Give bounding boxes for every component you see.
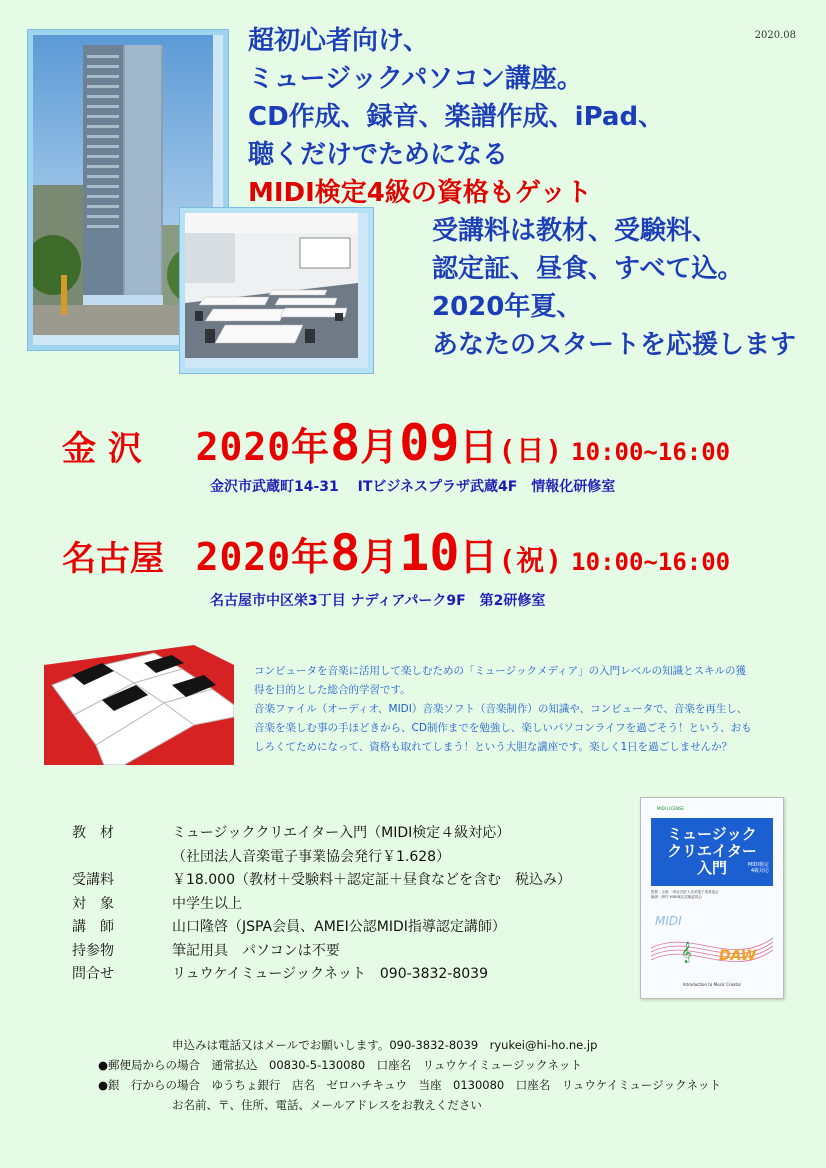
event-city: 金 沢 xyxy=(62,429,142,469)
sub-headline-line-3: 2020年夏、 xyxy=(432,292,583,322)
book-title-line: 入門 xyxy=(696,859,727,877)
event-weekday: (祝) xyxy=(498,544,564,577)
info-value: ミュージッククリエイター入門（MIDI検定４級対応） xyxy=(172,825,511,841)
headline-line-1: 超初心者向け、 xyxy=(248,26,429,56)
info-row xyxy=(72,846,571,870)
info-label: 持参物 xyxy=(72,942,114,959)
sub-headline-line-2: 認定証、昼食、すべて込。 xyxy=(432,254,744,284)
book-logo: MIDI LICENSE xyxy=(657,806,684,811)
book-title xyxy=(651,818,773,886)
event-kanazawa xyxy=(62,414,730,472)
book-title-line: クリエイター xyxy=(667,842,757,860)
event-nagoya xyxy=(62,524,730,582)
book-subtitle-line: 4級対応 xyxy=(750,868,769,874)
sub-headline-line-1: 受講料は教材、受験料、 xyxy=(432,216,719,246)
info-label: 対 象 xyxy=(72,895,114,912)
course-description xyxy=(254,662,784,757)
book-midi-text: MIDI xyxy=(655,914,682,928)
book-credit-line: 監修・企画 一般社団法人音楽電子事業協会 xyxy=(651,890,719,894)
event-year: 2020年 xyxy=(195,535,331,579)
event-year: 2020年 xyxy=(195,425,331,469)
event-month-number: 8 xyxy=(330,524,361,582)
sub-headline xyxy=(432,212,796,364)
issue-date: 2020.08 xyxy=(754,30,796,41)
description-line: コンピュータを音楽に活用して楽しむための「ミュージックメディア」の入門レベルの知識とスキルの獲 xyxy=(254,665,747,677)
book-subtitle-line: MIDI検定 xyxy=(747,862,769,868)
info-label: 講 師 xyxy=(72,919,114,935)
info-label: 教 材 xyxy=(72,825,114,841)
info-value: （社団法人音楽電子事業協会発行￥1.628） xyxy=(172,848,451,865)
sub-headline-line-4: あなたのスタートを応援します xyxy=(432,330,797,360)
event-day-unit: 日 xyxy=(459,535,499,579)
footer-request: お名前、〒、住所、電話、メールアドレスをお教えください xyxy=(172,1098,482,1112)
book-credits xyxy=(651,890,719,900)
venue-kanazawa: 金沢市武蔵町14-31 ITビジネスプラザ武蔵4F 情報化研修室 xyxy=(210,479,616,495)
headline-line-5: MIDI検定4級の資格もゲット xyxy=(248,178,592,208)
book-daw-text: DAW xyxy=(719,948,757,964)
event-day-number: 10 xyxy=(399,524,460,582)
info-value: リュウケイミュージックネット 090-3832-8039 xyxy=(172,966,488,982)
headline-line-4: 聴くだけでためになる xyxy=(248,140,509,170)
event-month-unit: 月 xyxy=(360,535,400,579)
keyboard-photo xyxy=(44,645,234,765)
book-title-line: ミュージック xyxy=(667,825,757,843)
book-credit-line: 編著・制作 MIDI検定試験委員会 xyxy=(651,895,702,899)
venue-nagoya: 名古屋市中区栄3丁目 ナディアパーク9F 第2研修室 xyxy=(210,593,546,609)
info-row xyxy=(72,822,571,846)
event-time: 10:00~16:00 xyxy=(571,548,731,576)
classroom-photo xyxy=(180,208,373,373)
info-label: 受講料 xyxy=(72,872,114,888)
event-month-unit: 月 xyxy=(360,425,400,469)
event-day-number: 09 xyxy=(399,414,460,472)
classroom-illustration xyxy=(185,213,358,358)
description-line: 音楽を楽しむ事の手ほどきから、CD制作までを勉強し、楽しいパソコンライフを過ごそう！という、おも xyxy=(254,722,752,734)
info-value: ￥18.000（教材＋受験料＋認定証＋昼食などを含む 税込み） xyxy=(172,872,571,888)
footer-bank: ●銀 行からの場合 ゆうちょ銀行 店名 ゼロハチキュウ 当座 0130080 口座名 リュウケイミュージックネット xyxy=(98,1078,722,1092)
treble-clef-icon: 𝄞 xyxy=(681,942,692,963)
textbook-cover xyxy=(640,797,784,999)
event-time: 10:00~16:00 xyxy=(571,438,731,466)
footer-postal: ●郵便局からの場合 通常払込 00830-5-130080 口座名 リュウケイミュージックネット xyxy=(98,1058,582,1072)
info-value: 中学生以上 xyxy=(172,895,242,912)
info-value: 山口隆啓（JSPA会員、AMEI公認MIDI指導認定講師） xyxy=(172,919,506,935)
keyboard-illustration xyxy=(44,645,234,765)
event-city: 名古屋 xyxy=(62,539,164,579)
info-row xyxy=(72,916,571,940)
description-line: 音楽ファイル（オーディオ、MIDI）音楽ソフト（音楽制作）の知識や、コンピュータで、音楽を再生し、 xyxy=(254,703,748,715)
info-row xyxy=(72,893,571,917)
info-row xyxy=(72,869,571,893)
info-label: 問合せ xyxy=(72,966,114,982)
event-day-unit: 日 xyxy=(459,425,499,469)
book-subtitle xyxy=(748,862,769,874)
headline-line-3: CD作成、録音、楽譜作成、iPad、 xyxy=(248,102,665,132)
course-info-table xyxy=(72,822,571,987)
headline xyxy=(248,22,664,212)
event-month-number: 8 xyxy=(330,414,361,472)
headline-line-2: ミュージックパソコン講座。 xyxy=(248,64,583,94)
event-weekday: (日) xyxy=(498,434,564,467)
info-label xyxy=(72,846,172,870)
description-line: しろくてためになって、資格も取れてしまう！という大胆な講座です。楽しく1日を過ごしませんか？ xyxy=(254,741,733,753)
info-row xyxy=(72,963,571,987)
footer-apply: 申込みは電話又はメールでお願いします。090-3832-8039 ryukei@hi-ho.ne.jp xyxy=(172,1038,598,1052)
info-row xyxy=(72,940,571,964)
info-value: 筆記用具 パソコンは不要 xyxy=(172,942,340,959)
description-line: 得を目的とした総合的学習です。 xyxy=(254,684,411,696)
book-footer: Introduction to Music Creator xyxy=(682,982,742,987)
